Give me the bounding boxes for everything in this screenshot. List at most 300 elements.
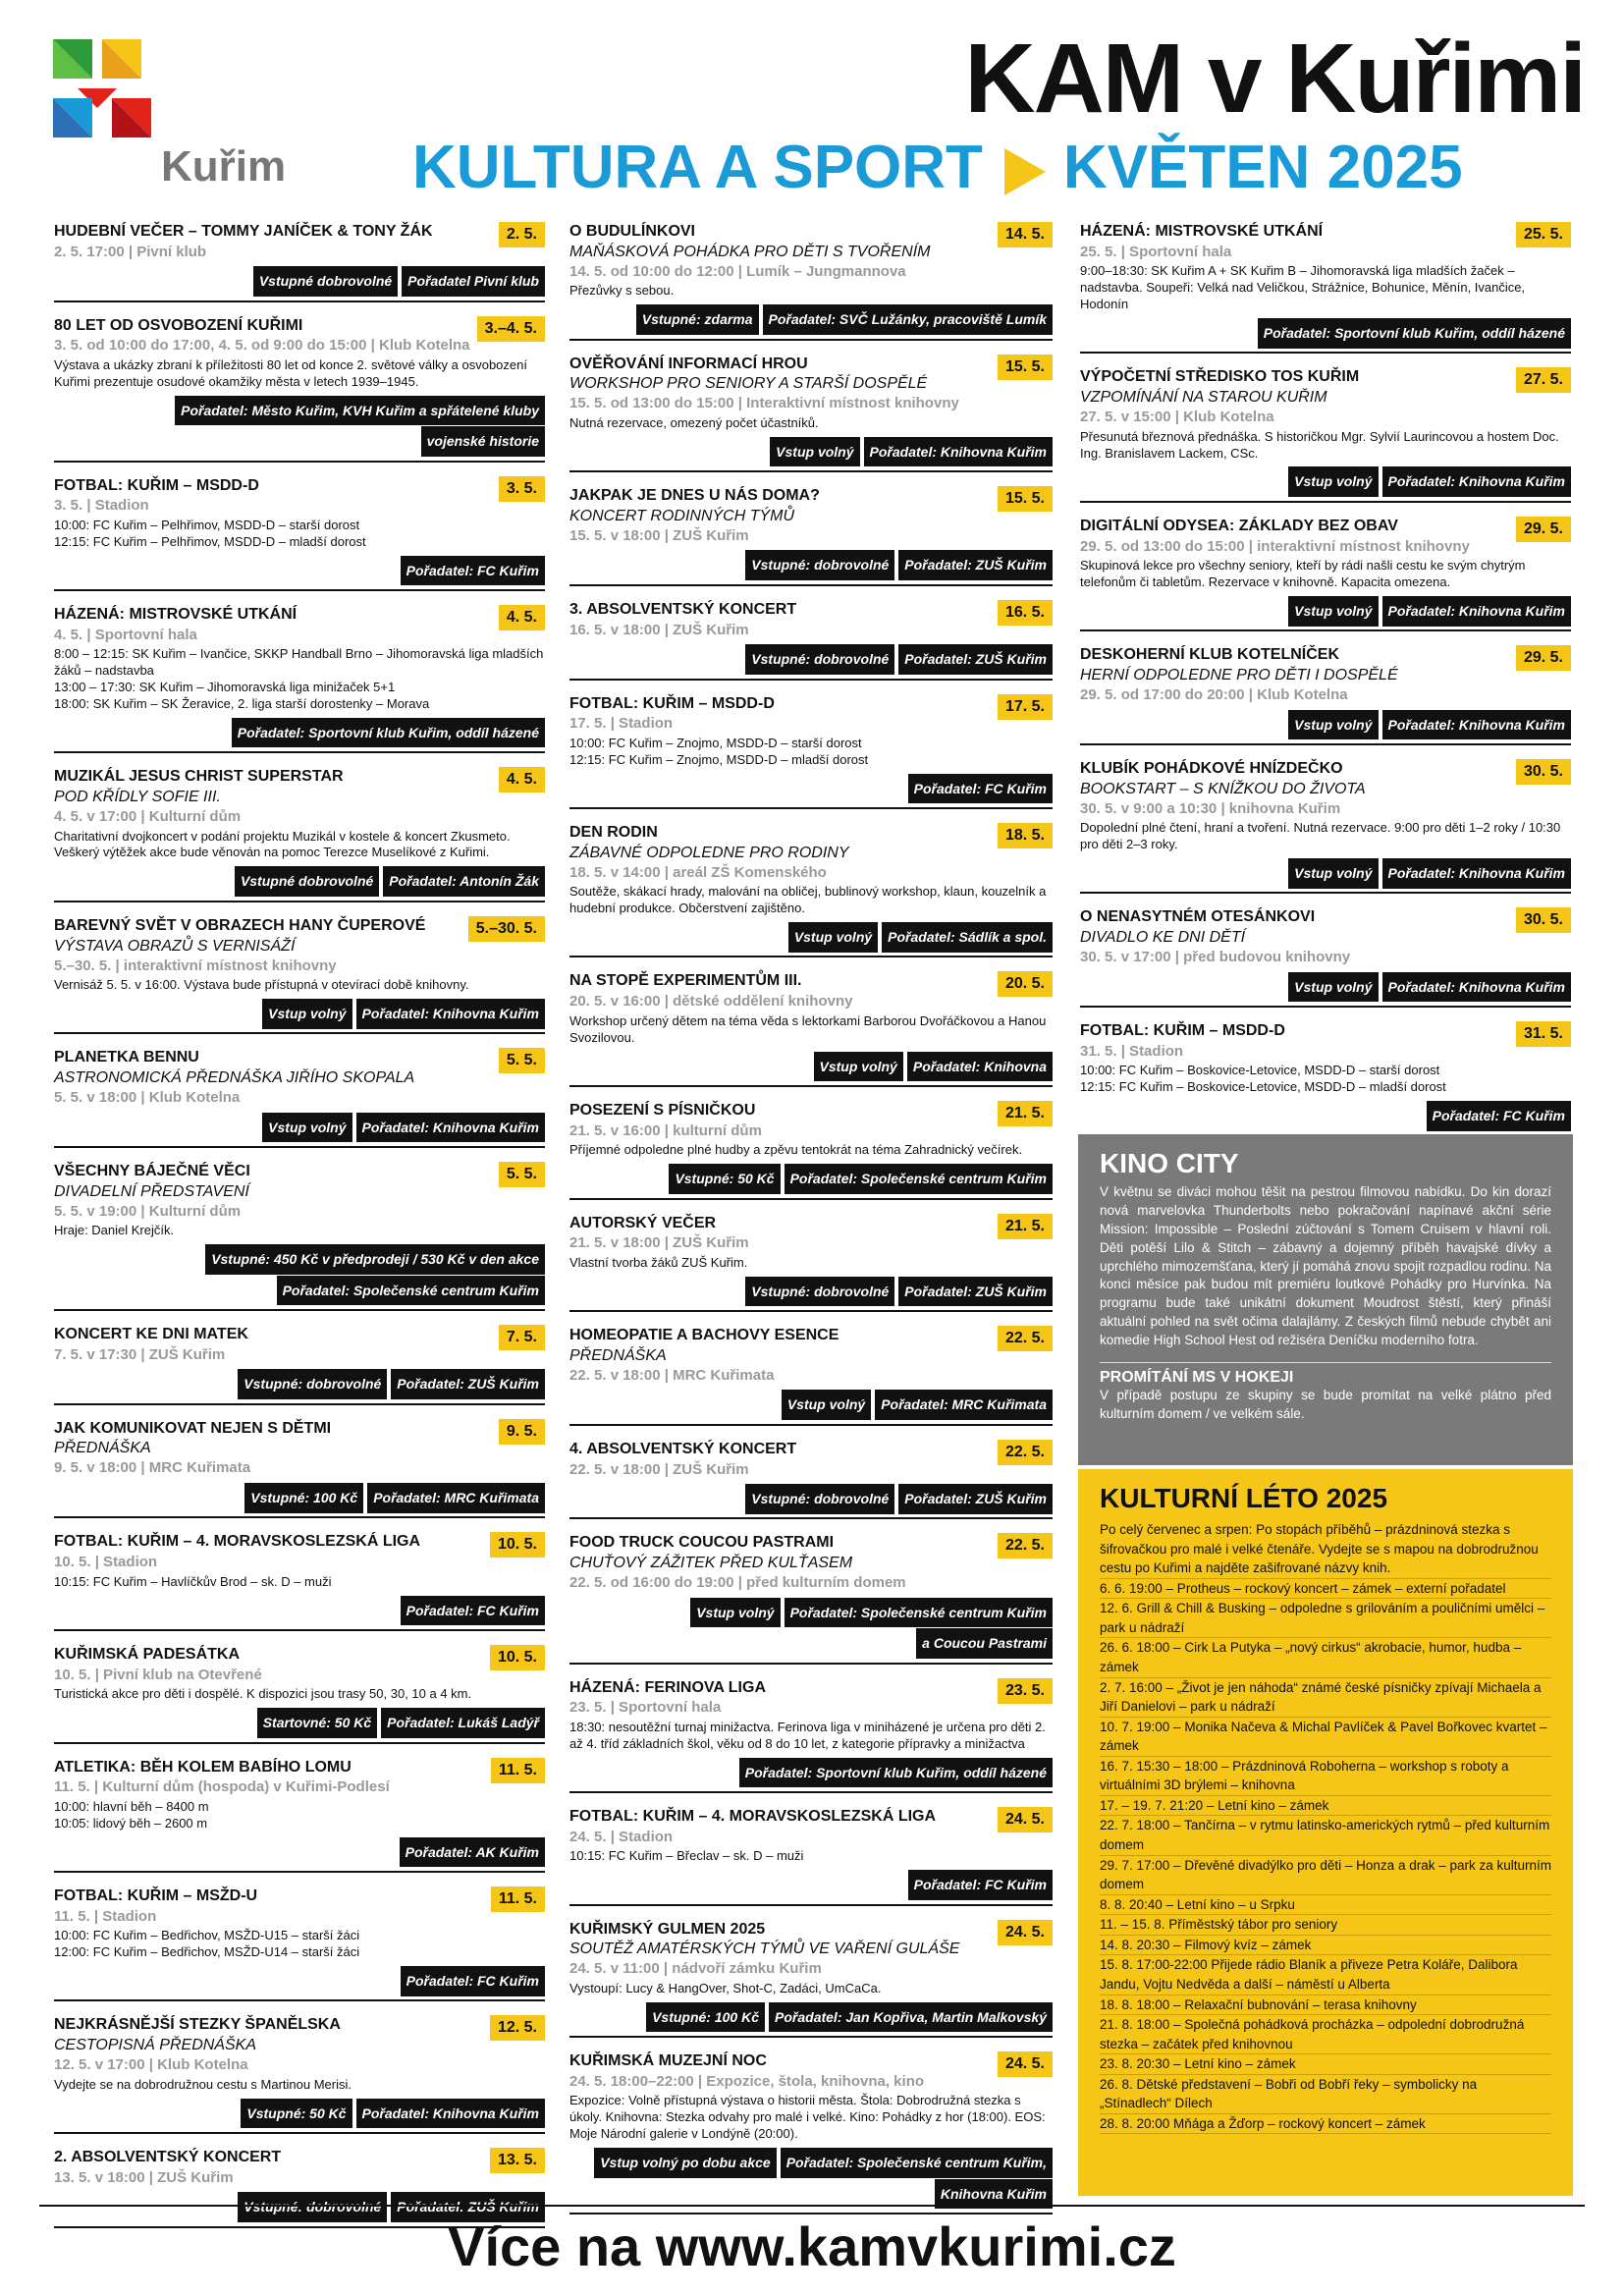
event-description: 10:00: FC Kuřim – Znojmo, MSDD-D – starší dorost 12:15: FC Kuřim – Znojmo, MSDD-D – mladší dorost [569, 735, 869, 767]
event-when: 30. 5. v 17:00 | před budovou knihovny [1080, 949, 1351, 966]
event-item [54, 1044, 545, 1148]
event-item [54, 1754, 545, 1873]
leto-item: 28. 8. 20:00 Mňága a Žďorp – rockový koncert – zámek [1100, 2114, 1551, 2135]
column-2 [569, 218, 1053, 2224]
event-item [1080, 755, 1571, 894]
event-tag: Pořadatel: Knihovna Kuřim [1382, 858, 1571, 889]
event-description: 10:00: hlavní běh – 8400 m 10:05: lidový běh – 2600 m [54, 1798, 209, 1831]
event-tag: Vstup volný [1288, 858, 1378, 889]
event-item [54, 472, 545, 591]
logo-text: Kuřim [161, 142, 287, 191]
event-item [569, 1210, 1053, 1313]
event-subtitle: CHUŤOVÝ ZÁŽITEK PŘED KULŤASEM [569, 1555, 853, 1572]
event-tag: Vstup volný [1288, 710, 1378, 740]
event-description: Vlastní tvorba žáků ZUŠ Kuřim. [569, 1254, 748, 1270]
event-date: 4. 5. [499, 605, 545, 630]
event-tags [54, 2099, 545, 2129]
event-tags [54, 999, 545, 1029]
event-title: KUŘIMSKÁ PADESÁTKA [54, 1645, 241, 1663]
event-tags [54, 1483, 545, 1513]
event-when: 30. 5. v 9:00 a 10:30 | knihovna Kuřim [1080, 799, 1341, 817]
event-title: HOMEOPATIE A BACHOVY ESENCE [569, 1327, 839, 1344]
event-tags [569, 1052, 1053, 1082]
event-title: JAK KOMUNIKOVAT NEJEN S DĚTMI [54, 1419, 332, 1437]
event-title: FOTBAL: KUŘIM – 4. MORAVSKOSLEZSKÁ LIGA [54, 1533, 421, 1551]
event-date: 30. 5. [1516, 759, 1571, 785]
event-tag: Vstupné: dobrovolné [745, 550, 894, 580]
event-item [569, 1097, 1053, 1200]
event-description: 9:00–18:30: SK Kuřim A + SK Kuřim B – Jihomoravská liga mladších žaček – nadstavba. Soupeři: Velká nad Veličkou, Strážnice, Bohunice, Měnín, Ivančice, Hodonín [1080, 263, 1526, 312]
event-date: 16. 5. [998, 600, 1053, 626]
event-when: 24. 5. | Stadion [569, 1828, 674, 1845]
event-item [54, 601, 545, 753]
event-tag: Vstup volný [262, 999, 352, 1029]
event-when: 13. 5. v 18:00 | ZUŠ Kuřim [54, 2168, 234, 2186]
event-when: 23. 5. | Sportovní hala [569, 1699, 722, 1717]
event-when: 14. 5. od 10:00 do 12:00 | Lumík – Jungmannova [569, 262, 906, 280]
event-tag: Pořadatel: Knihovna Kuřim [356, 2099, 545, 2129]
event-title: HÁZENÁ: MISTROVSKÉ UTKÁNÍ [54, 606, 298, 624]
event-title: FOTBAL: KUŘIM – MSDD-D [1080, 1022, 1285, 1040]
event-when: 5. 5. v 19:00 | Kulturní dům [54, 1202, 242, 1220]
event-item [569, 596, 1053, 681]
event-item [54, 312, 545, 463]
event-tag: Pořadatel: Sádlík a spol. [882, 922, 1053, 953]
event-when: 24. 5. v 11:00 | nádvoří zámku Kuřim [569, 1960, 822, 1978]
event-tags [54, 1369, 545, 1399]
event-date: 10. 5. [490, 1645, 545, 1670]
event-when: 9. 5. v 18:00 | MRC Kuřimata [54, 1459, 251, 1477]
event-tag: Pořadatel: Sportovní klub Kuřim, oddíl házené [1258, 318, 1571, 349]
leto-intro: Po celý červenec a srpen: Po stopách příběhů – prázdninová stezka s šifrovačkou pro malé i velké čtenáře. Vydejte se s mapou na dobrodružnou cestu po Kuřimi a najděte zašifrované názvy knih. [1100, 1520, 1551, 1579]
event-date: 3.–4. 5. [477, 316, 545, 342]
event-description: Přezůvky s sebou. [569, 283, 675, 299]
event-description: 10:00: FC Kuřim – Bedřichov, MSŽD-U15 – starší žáci 12:00: FC Kuřim – Bedřichov, MSŽD-U14 – starší žáci [54, 1928, 360, 1960]
leto-item: 8. 8. 20:40 – Letní kino – u Srpku [1100, 1895, 1551, 1916]
event-tag: Vstupné: dobrovolné [745, 644, 894, 675]
leto-item: 12. 6. Grill & Chill & Busking – odpoledne s grilováním a pouličními umělci – park u nádraží [1100, 1599, 1551, 1638]
event-subtitle: CESTOPISNÁ PŘEDNÁŠKA [54, 2037, 256, 2054]
arrow-icon [1004, 148, 1046, 195]
leto-item: 6. 6. 19:00 – Protheus – rockový koncert – zámek – externí pořadatel [1100, 1579, 1551, 1600]
event-when: 18. 5. v 14:00 | areál ZŠ Komenského [569, 863, 827, 881]
event-tag: Vstup volný [690, 1598, 780, 1628]
event-tag: Vstup volný [782, 1390, 871, 1420]
event-when: 25. 5. | Sportovní hala [1080, 243, 1232, 260]
event-when: 31. 5. | Stadion [1080, 1042, 1184, 1060]
event-title: AUTORSKÝ VEČER [569, 1214, 717, 1231]
event-tags [569, 1390, 1053, 1420]
event-tags [54, 396, 545, 458]
event-tags [569, 2002, 1053, 2033]
event-title: FOTBAL: KUŘIM – 4. MORAVSKOSLEZSKÁ LIGA [569, 1808, 937, 1826]
event-date: 24. 5. [998, 2051, 1053, 2077]
leto-item: 22. 7. 18:00 – Tančírna – v rytmu latinsko-amerických rytmů – před kulturním domem [1100, 1816, 1551, 1855]
event-date: 7. 5. [499, 1325, 545, 1350]
event-date: 14. 5. [998, 222, 1053, 247]
event-tag: Pořadatel: Knihovna Kuřim [1382, 972, 1571, 1003]
event-when: 16. 5. v 18:00 | ZUŠ Kuřim [569, 621, 749, 638]
event-tags [1080, 972, 1571, 1003]
event-when: 21. 5. v 18:00 | ZUŠ Kuřim [569, 1234, 749, 1252]
event-date: 18. 5. [998, 823, 1053, 848]
event-date: 2. 5. [499, 222, 545, 247]
leto-item: 16. 7. 15:30 – 18:00 – Prázdninová Roboherna – workshop s roboty a virtuálními 3D brýlemi – knihovna [1100, 1757, 1551, 1796]
event-subtitle: SOUTĚŽ AMATÉRSKÝCH TÝMŮ VE VAŘENÍ GULÁŠE [569, 1941, 960, 1958]
event-subtitle: POD KŘÍDLY SOFIE III. [54, 789, 221, 806]
event-date: 21. 5. [998, 1101, 1053, 1126]
page-title: KAM v Kuřimi [964, 24, 1585, 134]
footer-divider [39, 2205, 1585, 2207]
event-tags [569, 437, 1053, 467]
event-item [54, 912, 545, 1035]
event-when: 17. 5. | Stadion [569, 715, 674, 733]
event-tag: Pořadatel: Knihovna [907, 1052, 1053, 1082]
event-subtitle: ZÁBAVNÉ ODPOLEDNE PRO RODINY [569, 844, 849, 861]
event-tags [569, 774, 1053, 804]
event-item [54, 2011, 545, 2134]
event-when: 22. 5. v 18:00 | ZUŠ Kuřim [569, 1460, 749, 1478]
event-tags [569, 1484, 1053, 1514]
event-tags [54, 866, 545, 897]
event-description: Charitativní dvojkoncert v podání projektu Muzikál v kostele & koncert Zkusmeto. Veškerý výtěžek akce bude věnován na pomoc Terezce Muselíkové z Kuřimi. [54, 828, 511, 860]
event-description: Nutná rezervace, omezený počet účastníků. [569, 414, 819, 430]
event-item [54, 1641, 545, 1744]
event-tag: Pořadatel: MRC Kuřimata [367, 1483, 545, 1513]
event-when: 22. 5. v 18:00 | MRC Kuřimata [569, 1366, 775, 1384]
event-description: Turistická akce pro děti i dospělé. K dispozici jsou trasy 50, 30, 10 a 4 km. [54, 1686, 472, 1702]
event-tag: Vstupné: 450 Kč v předprodeji / 530 Kč v den akce [205, 1244, 545, 1275]
event-date: 29. 5. [1516, 645, 1571, 671]
column-1 [54, 218, 545, 2238]
event-tag: Pořadatel: Knihovna Kuřim [864, 437, 1053, 467]
event-title: NEJKRÁSNĚJŠÍ STEZKY ŠPANĚLSKA [54, 2016, 341, 2034]
event-tags [1080, 710, 1571, 740]
event-tag: Vstup volný [1288, 972, 1378, 1003]
event-tags [569, 1164, 1053, 1194]
event-tag: Vstup volný [814, 1052, 903, 1082]
event-item [569, 1916, 1053, 2039]
event-date: 12. 5. [490, 2015, 545, 2041]
event-title: BAREVNÝ SVĚT V OBRAZECH HANY ČUPEROVÉ [54, 916, 426, 934]
event-title: FOOD TRUCK COUCOU PASTRAMI [569, 1534, 835, 1552]
event-tag: Pořadatel: Město Kuřim, KVH Kuřim a spřátelené kluby [175, 396, 545, 426]
event-title: KUŘIMSKÁ MUZEJNÍ NOC [569, 2052, 767, 2070]
event-item [569, 1322, 1053, 1426]
event-date: 5.–30. 5. [468, 916, 545, 942]
event-description: Vystoupí: Lucy & HangOver, Shot-C, Zadáci, UmCaCa. [569, 1980, 882, 1995]
event-date: 13. 5. [490, 2148, 545, 2173]
event-tag: Knihovna Kuřim [935, 2179, 1053, 2210]
event-when: 4. 5. | Sportovní hala [54, 626, 197, 643]
event-tag: Pořadatel: Knihovna Kuřim [1382, 596, 1571, 627]
kurim-logo [53, 39, 287, 191]
event-date: 24. 5. [998, 1920, 1053, 1945]
event-when: 15. 5. od 13:00 do 15:00 | Interaktivní místnost knihovny [569, 395, 959, 412]
event-date: 30. 5. [1516, 907, 1571, 933]
column-3 [1080, 218, 1571, 1147]
event-tag: Pořadatel: Knihovna Kuřim [356, 999, 545, 1029]
event-item [1080, 641, 1571, 745]
event-subtitle: KONCERT RODINNÝCH TÝMŮ [569, 507, 795, 524]
event-item [569, 1529, 1053, 1664]
event-tags [54, 1966, 545, 1996]
event-description: Přesunutá březnová přednáška. S historičkou Mgr. Sylvií Laurincovou a hostem Doc. Ing. Branislavem Lackem, CSc. [1080, 428, 1559, 461]
event-when: 11. 5. | Kulturní dům (hospoda) v Kuřimi-Podlesí [54, 1778, 390, 1796]
event-title: 3. ABSOLVENTSKÝ KONCERT [569, 600, 797, 618]
event-when: 27. 5. v 15:00 | Klub Kotelna [1080, 409, 1274, 426]
event-title: PLANETKA BENNU [54, 1049, 199, 1066]
event-tag: Vstupné: 50 Kč [669, 1164, 780, 1194]
event-tag: Vstupné: 100 Kč [646, 2002, 765, 2033]
event-item [569, 2048, 1053, 2214]
event-tag: Pořadatel: ZUŠ Kuřim [898, 644, 1053, 675]
event-when: 5.–30. 5. | interaktivní místnost knihovny [54, 957, 337, 974]
event-title: DESKOHERNÍ KLUB KOTELNÍČEK [1080, 646, 1340, 664]
event-tag: Pořadatel: Sportovní klub Kuřim, oddíl házené [739, 1758, 1053, 1788]
event-item [569, 819, 1053, 957]
event-item [569, 1803, 1053, 1906]
event-tags [1080, 318, 1571, 349]
event-subtitle: HERNÍ ODPOLEDNE PRO DĚTI I DOSPĚLÉ [1080, 667, 1398, 684]
event-subtitle: WORKSHOP PRO SENIORY A STARŠÍ DOSPĚLÉ [569, 375, 928, 393]
event-tags [569, 1870, 1053, 1900]
event-tags [569, 1598, 1053, 1660]
event-date: 15. 5. [998, 355, 1053, 380]
event-item [569, 690, 1053, 809]
event-tags [54, 1244, 545, 1306]
event-subtitle: BOOKSTART – S KNÍŽKOU DO ŽIVOTA [1080, 780, 1366, 797]
event-tag: Pořadatel: ZUŠ Kuřim [898, 1484, 1053, 1514]
subtitle-left: KULTURA A SPORT [412, 134, 983, 201]
kino-text: V květnu se diváci mohou těšit na pestrou filmovou nabídku. Do kin dorazí nová marvelovka Thunderbolts nebo pokračování napínavé akční série Mission: Impossible – Poslední zúčtování s Tomem Cruisem v hlavní roli. Děti potěší Lilo & Stitch – zábavný a dojemný příběh havajské dívky a uprchlého mimozemšťana, který jí pomáhá znovu spojit rozpadlou rodinu. Na konci měsíce pak budou mít premiéru loutkové Pohádky pro Hurvínka. Na programu bude také unikátní dokument Moudrost štěstí, který přináší aktuální pohled na svět očima dalajlámy. Z českých filmů nebude chybět ani komedie High School Hest od režiséra Deníčku moderního fotra. [1100, 1184, 1551, 1348]
event-tags [569, 304, 1053, 335]
event-tag: Pořadatel: MRC Kuřimata [875, 1390, 1053, 1420]
event-item [54, 1528, 545, 1631]
event-title: 4. ABSOLVENTSKÝ KONCERT [569, 1440, 797, 1457]
event-tag: Vstup volný [770, 437, 859, 467]
event-tags [54, 1837, 545, 1868]
event-subtitle: DIVADLO KE DNI DĚTÍ [1080, 929, 1246, 947]
event-tags [1080, 1101, 1571, 1131]
event-description: Dopolední plné čtení, hraní a tvoření. Nutná rezervace. 9:00 pro děti 1–2 roky / 10:30 pro děti 2–3 roky. [1080, 820, 1561, 852]
event-title: KLUBÍK POHÁDKOVÉ HNÍZDEČKO [1080, 759, 1343, 777]
leto-item: 18. 8. 18:00 – Relaxační bubnování – terasa knihovny [1100, 1995, 1551, 2016]
event-title: KONCERT KE DNI MATEK [54, 1325, 248, 1342]
event-title: 2. ABSOLVENTSKÝ KONCERT [54, 2149, 282, 2166]
event-tags [569, 550, 1053, 580]
event-tag: Pořadatel: Knihovna Kuřim [1382, 466, 1571, 497]
event-tag: Pořadatel: Knihovna Kuřim [356, 1113, 545, 1143]
event-date: 11. 5. [491, 1886, 545, 1912]
event-tag: Vstupné: dobrovolné [745, 1484, 894, 1514]
event-tag: Vstupné: 100 Kč [244, 1483, 363, 1513]
event-tag: Vstupné: zdarma [636, 304, 759, 335]
event-when: 29. 5. od 17:00 do 20:00 | Klub Kotelna [1080, 686, 1348, 704]
hockey-text: V případě postupu ze skupiny se bude promítat na velké plátno před kulturním domem / ve velkém sále. [1100, 1388, 1551, 1421]
event-item [1080, 903, 1571, 1008]
event-date: 22. 5. [998, 1440, 1053, 1465]
event-tag: Pořadatel: ZUŠ Kuřim [898, 1277, 1053, 1307]
event-description: Expozice: Volně přístupná výstava o historii města. Štola: Dobrodružná stezka s úkoly. Knihovna: Stezka odvahy pro malé i velké. Kino: Pohádky z hor (18:00). EOS: Moje Národní galerie v Londýně (20:00). [569, 2093, 1046, 2142]
event-when: 2. 5. 17:00 | Pivní klub [54, 243, 207, 260]
leto-item: 15. 8. 17:00-22:00 Přijede rádio Blaník a přiveze Petra Koláře, Dalibora Jandu, Vojtu Nedvěda a další – náměstí u Alberta [1100, 1955, 1551, 1995]
event-tag: Startovné: 50 Kč [257, 1708, 377, 1738]
event-title: VŠECHNY BÁJEČNÉ VĚCI [54, 1163, 250, 1179]
event-date: 27. 5. [1516, 367, 1571, 393]
event-description: 10:00: FC Kuřim – Boskovice-Letovice, MSDD-D – starší dorost 12:15: FC Kuřim – Boskovice-Letovice, MSDD-D – mladší dorost [1080, 1063, 1446, 1095]
event-date: 22. 5. [998, 1326, 1053, 1351]
event-tag: Vstupné dobrovolné [235, 866, 379, 897]
event-tag: Pořadatel: FC Kuřim [1427, 1101, 1571, 1131]
event-description: 10:15: FC Kuřim – Břeclav – sk. D – muži [569, 1848, 804, 1864]
event-tags [54, 1708, 545, 1738]
event-tag: Pořadatel: Jan Kopřiva, Martin Malkovský [769, 2002, 1053, 2033]
kino-title: KINO CITY [1100, 1148, 1239, 1178]
hockey-title: PROMÍTÁNÍ MS V HOKEJI [1100, 1362, 1551, 1387]
event-tag: Vstup volný [262, 1113, 352, 1143]
event-tag: Pořadatel: Lukáš Ladýř [381, 1708, 545, 1738]
event-item [54, 1883, 545, 2001]
event-description: 8:00 – 12:15: SK Kuřim – Ivančice, SKKP Handball Brno – Jihomoravská liga mladších žáků – nadstavba 13:00 – 17:30: SK Kuřim – Jihomoravská liga minižaček 5+1 18:00: SK Kuřim – SK Žeravice, 2. liga starší dorostenky – Morava [54, 646, 544, 711]
footer-url[interactable]: Více na www.kamvkurimi.cz [448, 2215, 1176, 2277]
event-item [569, 1674, 1053, 1793]
event-date: 9. 5. [499, 1419, 545, 1445]
event-item [54, 763, 545, 902]
event-item [569, 218, 1053, 341]
event-title: DIGITÁLNÍ ODYSEA: ZÁKLADY BEZ OBAV [1080, 517, 1398, 534]
event-tag: Vstupné: dobrovolné [745, 1277, 894, 1307]
event-title: HUDEBNÍ VEČER – TOMMY JANÍČEK & TONY ŽÁK [54, 223, 433, 240]
event-when: 21. 5. v 16:00 | kulturní dům [569, 1121, 762, 1139]
leto-item: 26. 6. 18:00 – Cirk La Putyka – „nový cirkus“ akrobacie, humor, hudba – zámek [1100, 1638, 1551, 1677]
event-tag: Vstup volný [1288, 466, 1378, 497]
event-item [54, 1158, 545, 1311]
event-tag: Pořadatel: Společenské centrum Kuřim [277, 1276, 545, 1306]
event-date: 4. 5. [499, 767, 545, 793]
event-description: Vydejte se na dobrodružnou cestu s Martinou Merisi. [54, 2076, 352, 2092]
event-when: 7. 5. v 17:30 | ZUŠ Kuřim [54, 1345, 226, 1363]
event-when: 4. 5. v 17:00 | Kulturní dům [54, 808, 242, 826]
event-description: Výstava a ukázky zbraní k příležitosti 80 let od konce 2. světové války a osvobození Kuřimi prezentuje osudové okamžiky města v letech 1939–1945. [54, 356, 527, 389]
event-when: 15. 5. v 18:00 | ZUŠ Kuřim [569, 526, 749, 544]
event-date: 15. 5. [998, 486, 1053, 512]
leto-item: 23. 8. 20:30 – Letní kino – zámek [1100, 2054, 1551, 2075]
event-subtitle: VZPOMÍNÁNÍ NA STAROU KUŘIM [1080, 389, 1327, 407]
event-when: 3. 5. od 10:00 do 17:00, 4. 5. od 9:00 do 15:00 | Klub Kotelna [54, 337, 470, 355]
event-tag: Pořadatel: FC Kuřim [908, 774, 1053, 804]
event-tag: Pořadatel: ZUŠ Kuřim [391, 2192, 545, 2222]
event-title: HÁZENÁ: MISTROVSKÉ UTKÁNÍ [1080, 223, 1324, 240]
event-title: HÁZENÁ: FERINOVA LIGA [569, 1678, 766, 1696]
event-item [54, 1321, 545, 1405]
event-date: 11. 5. [491, 1758, 545, 1783]
event-tags [54, 266, 545, 297]
event-tag: Pořadatel: FC Kuřim [401, 1966, 545, 1996]
subtitle-right: KVĚTEN 2025 [1062, 134, 1463, 201]
page-subtitle [412, 134, 1463, 201]
event-item [54, 1415, 545, 1519]
event-tag: Pořadatel: FC Kuřim [401, 556, 545, 586]
event-item [569, 967, 1053, 1086]
event-tag: Vstupné dobrovolné [253, 266, 398, 297]
event-when: 20. 5. v 16:00 | dětské oddělení knihovny [569, 993, 853, 1011]
event-tag: a Coucou Pastrami [916, 1628, 1053, 1659]
event-title: O BUDULÍNKOVI [569, 223, 695, 240]
event-tags [1080, 596, 1571, 627]
event-tag: Vstup volný [788, 922, 878, 953]
event-title: OVĚŘOVÁNÍ INFORMACÍ HROU [569, 355, 808, 372]
event-tags [54, 718, 545, 748]
event-tag: Pořadatel: Společenské centrum Kuřim [785, 1598, 1053, 1628]
event-tag: Pořadatel: SVČ Lužánky, pracoviště Lumík [763, 304, 1053, 335]
leto-list [1100, 1579, 1551, 2135]
event-when: 24. 5. 18:00–22:00 | Expozice, štola, knihovna, kino [569, 2072, 925, 2090]
event-title: DEN RODIN [569, 824, 658, 841]
event-tag: Vstupné: 50 Kč [241, 2099, 352, 2129]
event-tag: Vstupné: dobrovolné [238, 1369, 387, 1399]
event-tag: Pořadatel: Společenské centrum Kuřim [785, 1164, 1053, 1194]
event-tags [54, 1596, 545, 1626]
event-date: 10. 5. [490, 1532, 545, 1558]
event-tag: Pořadatel: AK Kuřim [400, 1837, 545, 1868]
event-subtitle: VÝSTAVA OBRAZŮ S VERNISÁŽÍ [54, 937, 296, 955]
leto-item: 11. – 15. 8. Příměstský tábor pro seniory [1100, 1915, 1551, 1936]
event-description: Příjemné odpoledne plné hudby a zpěvu tentokrát na téma Zahradnický večírek. [569, 1142, 1023, 1158]
kino-city-box [1078, 1134, 1573, 1465]
event-subtitle: ASTRONOMICKÁ PŘEDNÁŠKA JIŘÍHO SKOPALA [54, 1069, 415, 1087]
event-when: 22. 5. od 16:00 do 19:00 | před kulturním domem [569, 1574, 906, 1592]
event-tag: Vstup volný [1288, 596, 1378, 627]
event-tag: Pořadatel: Sportovní klub Kuřim, oddíl házené [232, 718, 545, 748]
event-when: 29. 5. od 13:00 do 15:00 | interaktivní místnost knihovny [1080, 537, 1470, 555]
event-title: NA STOPĚ EXPERIMENTŮM III. [569, 972, 802, 990]
event-description: Workshop určený dětem na téma věda s lektorkami Barborou Dvořáčkovou a Hanou Svozilovou. [569, 1012, 1047, 1045]
event-tags [1080, 466, 1571, 497]
kulturni-leto-box [1078, 1469, 1573, 2196]
event-tag: Pořadatel: Společenské centrum Kuřim, [781, 2148, 1053, 2178]
leto-item: 26. 8. Dětské představení – Bobři od Bobří řeky – symbolicky na „Stínadlech“ Dílech [1100, 2075, 1551, 2114]
event-date: 23. 5. [998, 1678, 1053, 1704]
event-item [569, 482, 1053, 586]
event-when: 5. 5. v 18:00 | Klub Kotelna [54, 1089, 241, 1107]
event-tags [54, 556, 545, 586]
event-when: 10. 5. | Stadion [54, 1554, 158, 1571]
event-item [1080, 218, 1571, 354]
leto-item: 21. 8. 18:00 – Společná pohádková procházka – odpolední dobrodružná stezka – začátek před knihovnou [1100, 2015, 1551, 2054]
leto-title: KULTURNÍ LÉTO 2025 [1100, 1483, 1388, 1513]
event-title: MUZIKÁL JESUS CHRIST SUPERSTAR [54, 768, 344, 786]
event-title: 80 LET OD OSVOBOZENÍ KUŘIMI [54, 316, 303, 334]
event-tags [569, 644, 1053, 675]
event-date: 21. 5. [998, 1214, 1053, 1239]
event-title: VÝPOČETNÍ STŘEDISKO TOS KUŘIM [1080, 368, 1360, 386]
event-description: 10:00: FC Kuřim – Pelhřimov, MSDD-D – starší dorost 12:15: FC Kuřim – Pelhřimov, MSDD-D – mladší dorost [54, 517, 366, 549]
leto-item: 17. – 19. 7. 21:20 – Letní kino – zámek [1100, 1796, 1551, 1817]
event-title: FOTBAL: KUŘIM – MSDD-D [569, 694, 775, 712]
event-title: JAKPAK JE DNES U NÁS DOMA? [569, 487, 820, 505]
event-when: 3. 5. | Stadion [54, 497, 149, 515]
event-subtitle: MAŇÁSKOVÁ POHÁDKA PRO DĚTI S TVOŘENÍM [569, 243, 931, 260]
event-description: 10:15: FC Kuřim – Havlíčkův Brod – sk. D – muži [54, 1573, 332, 1589]
event-title: POSEZENÍ S PÍSNIČKOU [569, 1101, 756, 1119]
event-date: 20. 5. [998, 971, 1053, 997]
event-item [569, 351, 1053, 473]
event-item [1080, 513, 1571, 631]
event-description: Soutěže, skákací hrady, malování na obličej, bublinový workshop, klaun, kouzelník a hudební produkce. Občerstvení zajištěno. [569, 884, 1047, 916]
event-item [1080, 1017, 1571, 1136]
event-item [569, 1436, 1053, 1520]
